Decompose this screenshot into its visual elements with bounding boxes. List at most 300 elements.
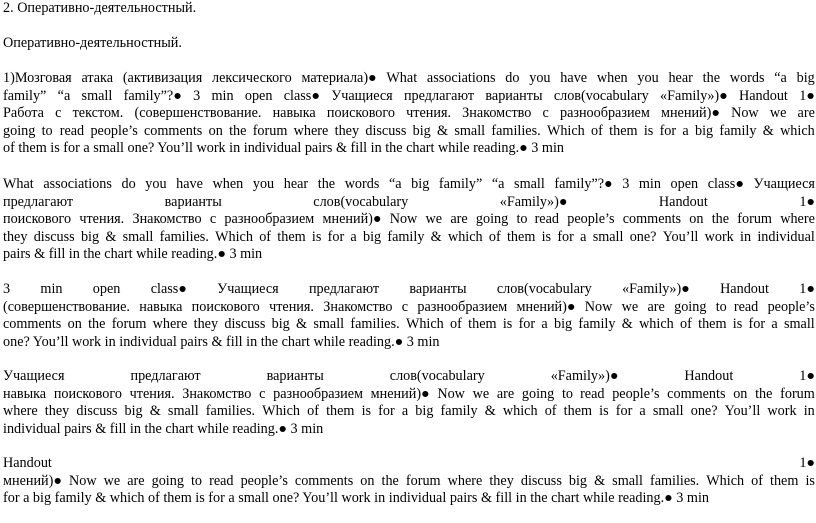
word: where	[3, 403, 38, 420]
word: Handout	[684, 368, 734, 384]
word: (совершенствование.	[3, 298, 130, 315]
paragraph-1	[3, 70, 815, 158]
paragraph-line	[3, 299, 815, 317]
word: 3	[3, 281, 11, 297]
word: have	[176, 176, 203, 192]
word: families.	[159, 228, 209, 245]
word: discuss	[224, 316, 266, 333]
word: we	[425, 211, 443, 228]
word: where	[152, 316, 188, 333]
word: разнообразием	[224, 211, 315, 228]
word: с	[542, 105, 549, 122]
word: of	[591, 122, 603, 139]
word: min	[638, 176, 661, 192]
paragraph-line	[3, 316, 815, 334]
word: comments	[144, 122, 203, 139]
word: to read	[516, 211, 559, 228]
word: Now	[389, 211, 418, 228]
word: 3	[622, 176, 630, 192]
word: on	[208, 122, 223, 139]
word: &	[149, 403, 161, 420]
word: family”?●	[554, 176, 613, 192]
paragraph-line	[3, 403, 815, 421]
word: for	[327, 228, 345, 245]
word: What	[386, 70, 418, 86]
word: individual	[757, 228, 815, 245]
section-heading	[3, 0, 815, 18]
word: on	[67, 316, 82, 333]
word: слов(vocabulary	[313, 193, 409, 210]
word: big	[271, 316, 290, 333]
word: слов(vocabulary	[496, 281, 592, 297]
word: “a	[491, 176, 505, 192]
paragraph-line	[3, 229, 815, 247]
word: they	[334, 122, 360, 139]
word: families.	[205, 403, 256, 420]
word: them	[563, 403, 593, 420]
paragraph-last-line: individual pairs & fill in the chart while reading.● 3 min	[3, 420, 324, 437]
word: comments	[294, 472, 354, 489]
word: You’ll	[662, 228, 699, 245]
word: discuss	[365, 122, 407, 139]
word: on	[360, 472, 375, 489]
word: варианты	[485, 87, 543, 104]
word: the	[317, 176, 336, 192]
word: с	[401, 298, 409, 315]
word: big	[80, 228, 100, 245]
section-title: Оперативно-деятельностный.	[13, 0, 197, 16]
section-number: 2.	[3, 0, 14, 16]
word: текстом.	[72, 105, 124, 122]
word: do	[505, 70, 520, 86]
word: small	[167, 403, 199, 420]
word: open	[92, 281, 121, 297]
word: small	[612, 472, 643, 489]
word: a	[541, 316, 548, 333]
word: big	[415, 403, 434, 420]
word: What	[3, 176, 34, 192]
word: материала)●	[301, 70, 377, 86]
word: поискового	[191, 298, 260, 315]
word: them	[506, 228, 536, 245]
word: a	[771, 316, 778, 333]
word: them	[698, 316, 727, 333]
word: поискового	[53, 385, 122, 402]
word: you	[529, 70, 551, 86]
word: which	[502, 403, 538, 420]
word: in	[803, 403, 815, 420]
paragraph-line	[3, 105, 815, 123]
word: have	[560, 70, 588, 86]
word: work	[704, 228, 734, 245]
word: discuss	[33, 228, 75, 245]
word: &	[594, 472, 606, 489]
word: Знакомство	[323, 298, 393, 315]
word: of	[680, 316, 692, 333]
word: навыка	[272, 105, 316, 122]
word: you	[637, 70, 659, 86]
word: Which	[262, 403, 300, 420]
word: the	[702, 70, 720, 86]
word: to read	[561, 385, 605, 402]
word: the	[229, 122, 247, 139]
word: class●	[150, 281, 187, 297]
word: where	[293, 122, 329, 139]
word: are	[647, 298, 665, 315]
word: «Family»)●	[550, 368, 619, 384]
word: “a	[388, 176, 402, 192]
word: them	[609, 122, 638, 139]
word: big	[411, 176, 430, 192]
word: поискового	[326, 105, 395, 122]
word: for	[518, 316, 536, 333]
word: forum	[780, 385, 815, 402]
word: «Family»)●	[622, 281, 690, 297]
word: 1●	[799, 455, 815, 471]
word: &	[762, 122, 774, 139]
word: 1●	[799, 87, 815, 104]
paragraph-last-line: one? You’ll work in individual pairs & fill in the chart while reading.● 3 min	[3, 333, 440, 350]
word: small	[313, 316, 345, 333]
word: разнообразием	[559, 105, 650, 122]
word: are	[127, 472, 145, 489]
word: a	[682, 122, 689, 139]
word: work	[767, 403, 797, 420]
word: comments	[3, 316, 62, 333]
word: to read	[715, 298, 759, 315]
word: families.	[350, 316, 400, 333]
word: of	[544, 403, 557, 420]
word: they	[489, 472, 514, 489]
word: hear	[283, 176, 309, 192]
word: Учащиеся	[331, 87, 393, 104]
word: going	[3, 122, 36, 139]
word: them	[277, 228, 306, 245]
paragraph-line	[3, 281, 815, 299]
word: Знакомство	[132, 211, 202, 228]
word: с	[55, 105, 62, 122]
word: (активизация	[122, 70, 203, 86]
word: Handout	[3, 455, 52, 471]
word: discuss	[520, 472, 562, 489]
paragraph-4	[3, 368, 815, 438]
word: big	[362, 228, 382, 245]
word: going	[151, 472, 184, 489]
word: associations	[426, 70, 496, 86]
word: Now	[731, 105, 759, 122]
word: of	[751, 472, 763, 489]
word: Работа	[3, 105, 44, 122]
word: people’s	[240, 472, 288, 489]
word: is	[643, 122, 654, 139]
word: forum	[111, 316, 147, 333]
word: class●	[283, 87, 320, 104]
paragraph-line	[3, 455, 815, 473]
word: a	[401, 403, 409, 420]
paragraph-line	[3, 123, 815, 141]
word: for	[557, 228, 574, 245]
paragraph-last-line: for a big family & which of them is for a small one? You’ll work in individual pairs & fill in the chart while reading.● 3 min	[3, 490, 709, 507]
word: min	[40, 281, 63, 297]
word: on	[689, 211, 704, 228]
word: предлагают	[403, 87, 475, 104]
word: атака	[81, 70, 114, 86]
word: слов(vocabulary	[389, 368, 485, 384]
word: мнений)●	[516, 298, 576, 315]
word: are	[450, 211, 468, 228]
paragraph-last-line: of them is for a small one? You’ll work in individual pairs & fill in the chart while reading.● 3 min	[3, 140, 564, 157]
word: Which	[405, 316, 444, 333]
word: &	[621, 316, 633, 333]
word: чтения.	[269, 298, 314, 315]
word: варианты	[164, 193, 222, 210]
word: are	[496, 385, 515, 402]
paragraph-line	[3, 194, 815, 212]
word: going	[521, 385, 555, 402]
word: we	[621, 298, 639, 315]
paragraph-line	[3, 473, 815, 491]
word: words	[344, 176, 380, 192]
word: family”	[438, 176, 483, 192]
word: where	[780, 211, 815, 228]
word: &	[437, 122, 449, 139]
word: min	[211, 87, 234, 104]
word: forum	[737, 211, 772, 228]
word: families.	[491, 122, 541, 139]
word: разнообразием	[417, 298, 508, 315]
word: (совершенствование.	[134, 105, 262, 122]
word: 1●	[799, 193, 815, 210]
word: which	[447, 228, 483, 245]
word: them	[326, 403, 355, 420]
word: discuss	[76, 403, 118, 420]
word: Which	[215, 228, 253, 245]
word: we	[769, 105, 787, 122]
word: one?	[690, 403, 718, 420]
word: Учащиеся	[753, 176, 815, 192]
word: the	[88, 316, 106, 333]
word: people’s	[612, 385, 660, 402]
word: do	[121, 176, 136, 192]
word: the	[755, 385, 773, 402]
word: big	[694, 122, 714, 139]
word: чтения.	[406, 105, 452, 122]
word: is	[502, 316, 513, 333]
word: for	[659, 122, 677, 139]
word: is	[311, 228, 322, 245]
word: comments	[667, 385, 726, 402]
word: мнений)●	[322, 211, 382, 228]
word: them	[468, 316, 497, 333]
word: comments	[622, 211, 682, 228]
word: where	[447, 472, 483, 489]
word: they	[193, 316, 219, 333]
word: people’s	[90, 122, 138, 139]
word: to read	[41, 122, 85, 139]
word: family”	[3, 87, 47, 104]
word: 1●	[799, 368, 815, 384]
word: class●	[707, 176, 744, 192]
word: we	[472, 385, 490, 402]
word: to read	[190, 472, 234, 489]
word: предлагают	[130, 368, 201, 384]
word: which	[639, 316, 674, 333]
word: one?	[629, 228, 657, 245]
word: is	[599, 403, 609, 420]
word: Handout	[658, 193, 708, 210]
word: поискового	[3, 211, 72, 228]
word: small	[652, 403, 684, 420]
word: for	[378, 403, 395, 420]
word: с	[209, 211, 217, 228]
word: 1)Мозговая	[3, 70, 72, 86]
word: Now	[437, 385, 465, 402]
word: going	[674, 298, 707, 315]
word: associations	[43, 176, 112, 192]
word: family	[387, 228, 425, 245]
word: You’ll	[724, 403, 761, 420]
word: they	[44, 403, 70, 420]
word: Учащиеся	[217, 281, 279, 297]
word: they	[3, 228, 28, 245]
word: Now	[584, 298, 613, 315]
subheading: Оперативно-деятельностный.	[3, 35, 182, 51]
word: «Family»)●	[499, 193, 568, 210]
paragraph-line	[3, 368, 815, 386]
word: is	[732, 316, 743, 333]
word: small	[783, 316, 815, 333]
word: open	[244, 87, 273, 104]
word: for	[615, 403, 633, 420]
word: &	[105, 228, 117, 245]
word: small	[454, 122, 486, 139]
word: words	[729, 70, 765, 86]
word: which	[780, 122, 815, 139]
word: навыка	[3, 385, 47, 402]
paragraph-line	[3, 211, 815, 229]
word: мнений)●	[370, 385, 430, 402]
word: are	[797, 105, 815, 122]
word: мнений)●	[660, 105, 720, 122]
word: is	[361, 403, 372, 420]
word: &	[484, 403, 496, 420]
paragraph-2	[3, 176, 815, 264]
word: Handout	[739, 87, 788, 104]
word: Знакомство	[182, 385, 252, 402]
word: on	[733, 385, 748, 402]
subheading-block	[3, 35, 815, 53]
word: big	[553, 316, 573, 333]
word: чтения.	[79, 211, 125, 228]
word: them	[770, 472, 799, 489]
word: разнообразием	[273, 385, 363, 402]
paragraph-line	[3, 70, 815, 88]
word: for	[748, 316, 766, 333]
word: small	[592, 228, 624, 245]
paragraph-line	[3, 176, 815, 194]
word: чтения.	[129, 385, 175, 402]
word: people’s	[567, 211, 615, 228]
word: the	[381, 472, 399, 489]
word: forum	[252, 122, 288, 139]
word: big	[124, 403, 143, 420]
word: going	[475, 211, 509, 228]
word: family”?●	[123, 87, 182, 104]
word: forum	[405, 472, 441, 489]
word: is	[805, 472, 815, 489]
word: small	[81, 87, 113, 104]
word: of	[488, 228, 501, 245]
word: big	[568, 472, 588, 489]
word: when	[596, 70, 628, 86]
word: Which	[706, 472, 745, 489]
word: 1●	[799, 281, 815, 297]
word: of	[307, 403, 319, 420]
word: family	[440, 403, 478, 420]
word: of	[450, 316, 462, 333]
word: «Family»)●	[660, 87, 728, 104]
word: big	[796, 70, 815, 86]
word: предлагают	[308, 281, 380, 297]
word: in	[740, 228, 752, 245]
word: of	[259, 228, 272, 245]
word: small	[514, 176, 545, 192]
heading-block	[3, 0, 815, 18]
word: Знакомство	[462, 105, 532, 122]
word: лексического	[212, 70, 292, 86]
word: навыка	[139, 298, 183, 315]
word: you	[145, 176, 167, 192]
paragraph-5	[3, 455, 815, 508]
word: &	[430, 228, 442, 245]
word: 3	[193, 87, 201, 104]
word: слов(vocabulary	[553, 87, 649, 104]
word: “a	[774, 70, 787, 86]
paragraph-line	[3, 386, 815, 404]
word: Which	[546, 122, 585, 139]
word: family	[719, 122, 757, 139]
word: you	[252, 176, 275, 192]
paragraph-last-line: pairs & fill in the chart while reading.● 3 min	[3, 246, 263, 263]
word: big	[412, 122, 431, 139]
word: Учащиеся	[3, 368, 65, 384]
word: варианты	[266, 368, 324, 384]
word: open	[670, 176, 699, 192]
word: Handout	[720, 281, 769, 297]
word: варианты	[409, 281, 467, 297]
word: hear	[668, 70, 693, 86]
word: с	[259, 385, 266, 402]
word: we	[103, 472, 121, 489]
word: when	[212, 176, 244, 192]
word: family	[578, 316, 616, 333]
word: “a	[57, 87, 71, 104]
word: мнений)●	[3, 472, 62, 489]
word: Now	[69, 472, 97, 489]
word: предлагают	[3, 193, 74, 210]
word: a	[580, 228, 587, 245]
word: the	[711, 211, 730, 228]
word: a	[350, 228, 357, 245]
word: a	[639, 403, 646, 420]
word: families.	[649, 472, 700, 489]
paragraph-line	[3, 88, 815, 106]
word: small	[122, 228, 154, 245]
paragraph-3	[3, 281, 815, 351]
word: is	[541, 228, 552, 245]
word: &	[296, 316, 308, 333]
word: people’s	[767, 298, 815, 315]
